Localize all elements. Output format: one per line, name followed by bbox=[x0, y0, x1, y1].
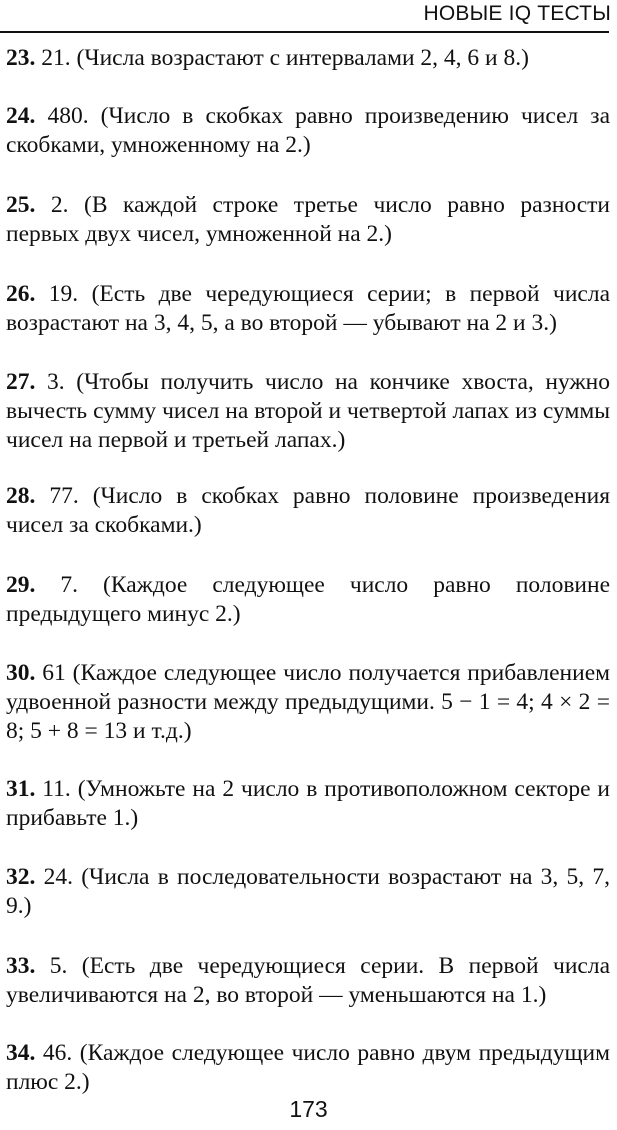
answer-text: 77. (Число в скобках равно половине произведения чисел за скобками.) bbox=[6, 483, 611, 538]
answer-text: 2. (В каждой строке третье число равно разности первых двух чисел, умноженной на 2.) bbox=[6, 192, 611, 247]
answer-text: 11. (Умножьте на 2 число в противоположном секторе и прибавьте 1.) bbox=[6, 776, 610, 831]
answer-text: 480. (Число в скобках равно произведению чисел за скобками, умноженному на 2.) bbox=[6, 103, 611, 158]
answer-text: 7. (Каждое следующее число равно половине предыдущего минус 2.) bbox=[6, 572, 611, 627]
answer-number: 32. bbox=[6, 864, 36, 890]
answer-34 bbox=[6, 1039, 610, 1097]
page-number: 173 bbox=[289, 1096, 328, 1122]
answer-number: 28. bbox=[6, 483, 36, 509]
header-rule bbox=[0, 31, 609, 33]
answer-26 bbox=[6, 280, 610, 338]
answer-30 bbox=[6, 659, 610, 746]
answer-number: 33. bbox=[6, 953, 36, 979]
answer-31 bbox=[6, 775, 610, 833]
answer-23 bbox=[6, 44, 610, 73]
answer-32 bbox=[6, 863, 610, 921]
running-header: НОВЫЕ IQ ТЕСТЫ bbox=[423, 2, 611, 25]
answer-number: 27. bbox=[6, 369, 36, 395]
answer-number: 24. bbox=[6, 103, 36, 129]
answer-24 bbox=[6, 102, 610, 160]
answer-25 bbox=[6, 191, 610, 249]
answer-number: 29. bbox=[6, 572, 36, 598]
answer-text: 24. (Числа в последовательности возрастают на 3, 5, 7, 9.) bbox=[6, 864, 610, 919]
answer-text: 5. (Есть две чередующиеся серии. В первой числа увеличиваются на 2, во второй — уменьшаются на 1.) bbox=[6, 953, 611, 1008]
answer-number: 26. bbox=[6, 281, 36, 307]
answer-29 bbox=[6, 571, 610, 629]
answer-number: 23. bbox=[6, 45, 36, 71]
answer-text: 61 (Каждое следующее число получается прибавлением удвоенной разности между предыдущими. 5 − 1 = 4; 4 × 2 = 8; 5 + 8 = 13 и т.д.) bbox=[6, 660, 610, 744]
answer-number: 34. bbox=[6, 1040, 36, 1066]
answer-number: 31. bbox=[6, 776, 36, 802]
answer-text: 3. (Чтобы получить число на кончике хвоста, нужно вычесть сумму чисел на второй и четвертой лапах из суммы чисел на первой и третьей лапах.) bbox=[6, 369, 611, 453]
answer-text: 46. (Каждое следующее число равно двум предыдущим плюс 2.) bbox=[6, 1040, 611, 1095]
answer-28 bbox=[6, 482, 610, 540]
answer-text: 19. (Есть две чередующиеся серии; в первой числа возрастают на 3, 4, 5, а во второй — убывают на 2 и 3.) bbox=[6, 281, 610, 336]
answer-number: 25. bbox=[6, 192, 36, 218]
answer-number: 30. bbox=[6, 660, 36, 686]
answer-text: 21. (Числа возрастают с интервалами 2, 4, 6 и 8.) bbox=[41, 45, 529, 71]
answer-33 bbox=[6, 952, 610, 1010]
answer-27 bbox=[6, 368, 610, 455]
